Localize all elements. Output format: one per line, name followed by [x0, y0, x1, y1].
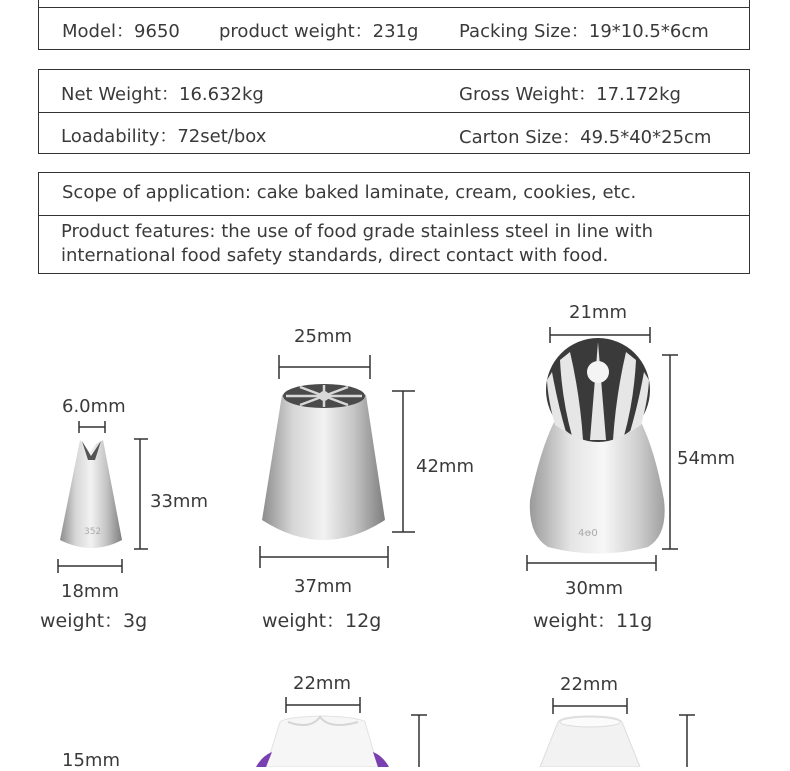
nozzle-3-bottom-dim: 30mm: [565, 578, 623, 599]
russian-nozzle-center: [319, 391, 329, 401]
coupler-white: [540, 716, 640, 767]
carton-size-value: Carton Size：49.5*40*25cm: [459, 127, 712, 148]
leaf-nozzle-stamp: 352: [84, 527, 102, 537]
nozzle-2-top-dim: 25mm: [294, 326, 352, 347]
nozzle-3-weight: weight：11g: [533, 610, 653, 632]
coupler-white-top: [560, 717, 620, 727]
net-weight-value: Net Weight：16.632kg: [61, 84, 264, 105]
gross-weight-value: Gross Weight：17.172kg: [459, 84, 681, 105]
product-weight-value: product weight：231g: [219, 21, 419, 42]
nozzle-1-weight: weight：3g: [40, 610, 148, 632]
nozzle-2-weight: weight：12g: [262, 610, 382, 632]
coupler-purple: [256, 716, 389, 767]
scope-text: Scope of application: cake baked laminate, cream, cookies, etc.: [62, 182, 637, 203]
nozzle-2-height-dim: 42mm: [416, 456, 474, 477]
nozzle-3-top-dim: 21mm: [569, 302, 627, 323]
nozzle-1-bottom-dim: 18mm: [61, 581, 119, 602]
coupler-1-top-dim: 22mm: [293, 673, 351, 694]
features-text: Product features: the use of food grade stainless steel in line with international food safety standards, direct contact with food.: [61, 221, 653, 266]
nozzle-1-top-dim: 6.0mm: [62, 396, 126, 417]
packing-size-value: Packing Size：19*10.5*6cm: [459, 21, 709, 42]
russian-nozzle: [262, 384, 385, 540]
loadability-value: Loadability：72set/box: [61, 126, 267, 147]
coupler-purple-body: [266, 716, 378, 767]
model-value: Model：9650: [62, 21, 180, 42]
ball-nozzle-stamp: 4ꝋ0: [578, 528, 598, 539]
ball-nozzle: [530, 338, 665, 554]
coupler-2-top-dim: 22mm: [560, 674, 618, 695]
russian-nozzle-body: [262, 387, 385, 541]
nozzle-2-bottom-dim: 37mm: [294, 576, 352, 597]
ball-nozzle-center: [587, 361, 609, 383]
nozzle-3-height-dim: 54mm: [677, 448, 735, 469]
nozzle-6-side-dim: 15mm: [62, 750, 120, 771]
nozzle-1-height-dim: 33mm: [150, 491, 208, 512]
